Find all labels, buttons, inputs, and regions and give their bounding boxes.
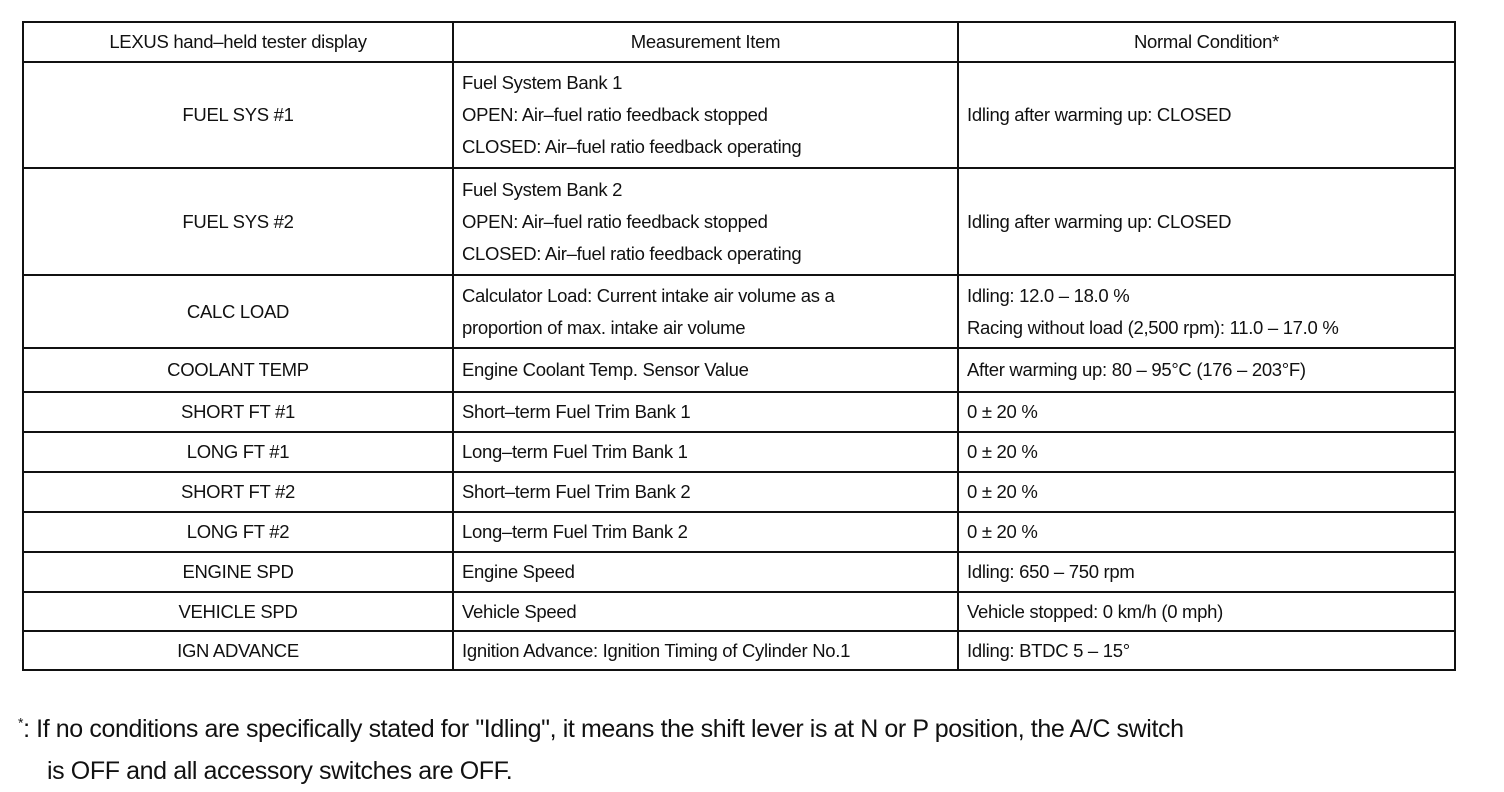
normal-condition-cell [958, 392, 1455, 432]
footnote-line-1: : If no conditions are specifically stated for "Idling", it means the shift lever is at N or P position, the A/C switch [23, 715, 1184, 744]
footnote [18, 702, 1184, 792]
measurement-item-line: CLOSED: Air–fuel ratio feedback operating [462, 136, 802, 157]
normal-condition-line: Vehicle stopped: 0 km/h (0 mph) [967, 600, 1224, 622]
tester-display-label: LONG FT #2 [186, 521, 290, 542]
normal-condition-line: Idling: 650 – 750 rpm [967, 561, 1135, 582]
normal-condition-line: 0 ± 20 % [967, 521, 1038, 542]
tester-display-label: VEHICLE SPD [178, 600, 298, 622]
header-tester-display: LEXUS hand–held tester display [23, 22, 453, 62]
table-row [23, 348, 1455, 392]
normal-condition-cell [958, 275, 1455, 348]
tester-display-cell [23, 631, 453, 670]
normal-condition-line: Idling: BTDC 5 – 15° [967, 639, 1130, 661]
normal-condition-cell [958, 631, 1455, 670]
normal-condition-cell [958, 472, 1455, 512]
tester-display-label: LONG FT #1 [186, 441, 290, 462]
tester-display-cell [23, 62, 453, 168]
tester-display-label: FUEL SYS #1 [182, 104, 294, 125]
normal-condition-cell [958, 552, 1455, 592]
measurement-item-cell [453, 62, 958, 168]
normal-condition-cell [958, 432, 1455, 472]
normal-condition-line: Idling after warming up: CLOSED [967, 210, 1232, 232]
tester-display-label: CALC LOAD [186, 300, 290, 322]
measurement-item-line: Calculator Load: Current intake air volume as a [462, 284, 835, 306]
normal-condition-cell [958, 592, 1455, 631]
measurement-item-line: Long–term Fuel Trim Bank 2 [462, 521, 688, 542]
tester-display-cell [23, 168, 453, 275]
normal-condition-line: After warming up: 80 – 95°C (176 – 203°F) [967, 359, 1306, 380]
tester-display-label: ENGINE SPD [182, 561, 294, 582]
normal-condition-line: Idling: 12.0 – 18.0 % [967, 284, 1130, 306]
normal-condition-cell [958, 348, 1455, 392]
measurement-item-line: Ignition Advance: Ignition Timing of Cylinder No.1 [462, 639, 851, 661]
measurement-item-line: Short–term Fuel Trim Bank 2 [462, 481, 691, 502]
measurement-item-cell [453, 592, 958, 631]
normal-condition-line: Idling after warming up: CLOSED [967, 104, 1232, 125]
tester-display-label: SHORT FT #2 [181, 481, 295, 502]
measurement-item-line: Long–term Fuel Trim Bank 1 [462, 441, 688, 462]
tester-display-cell [23, 275, 453, 348]
normal-condition-cell [958, 512, 1455, 552]
measurement-item-cell [453, 168, 958, 275]
table-row [23, 168, 1455, 275]
tester-display-cell [23, 472, 453, 512]
tester-display-label: IGN ADVANCE [177, 639, 299, 661]
header-normal-condition: Normal Condition* [958, 22, 1455, 62]
footnote-mark: * [18, 715, 24, 731]
measurement-item-line: Fuel System Bank 1 [462, 72, 623, 93]
table-row [23, 592, 1455, 631]
measurement-item-line: OPEN: Air–fuel ratio feedback stopped [462, 104, 768, 125]
measurement-item-line: Vehicle Speed [462, 600, 577, 622]
measurement-item-line: proportion of max. intake air volume [462, 316, 746, 338]
tester-display-cell [23, 348, 453, 392]
normal-condition-line: 0 ± 20 % [967, 441, 1038, 462]
measurement-item-cell [453, 472, 958, 512]
measurement-item-line: Short–term Fuel Trim Bank 1 [462, 401, 691, 422]
measurement-item-cell [453, 432, 958, 472]
measurement-item-cell [453, 275, 958, 348]
table-row [23, 472, 1455, 512]
normal-condition-line: 0 ± 20 % [967, 401, 1038, 422]
normal-condition-line: Racing without load (2,500 rpm): 11.0 – 17.0 % [967, 316, 1339, 338]
table-header-row [23, 22, 1455, 62]
header-measurement-item: Measurement Item [453, 22, 958, 62]
table-row [23, 512, 1455, 552]
normal-condition-line: 0 ± 20 % [967, 481, 1038, 502]
measurement-item-line: OPEN: Air–fuel ratio feedback stopped [462, 210, 768, 232]
table-row [23, 275, 1455, 348]
tester-display-label: SHORT FT #1 [181, 401, 295, 422]
tester-display-cell [23, 432, 453, 472]
measurement-item-cell [453, 631, 958, 670]
table-row [23, 62, 1455, 168]
tester-display-label: COOLANT TEMP [167, 359, 309, 380]
tester-display-cell [23, 512, 453, 552]
table-row [23, 392, 1455, 432]
measurement-item-line: Engine Speed [462, 561, 575, 582]
measurement-item-line: CLOSED: Air–fuel ratio feedback operating [462, 242, 802, 264]
table-row [23, 552, 1455, 592]
tester-display-label: FUEL SYS #2 [182, 210, 294, 232]
table-row [23, 631, 1455, 670]
measurement-item-cell [453, 552, 958, 592]
tester-display-cell [23, 392, 453, 432]
measurement-item-line: Engine Coolant Temp. Sensor Value [462, 359, 749, 380]
tester-display-cell [23, 552, 453, 592]
measurement-item-line: Fuel System Bank 2 [462, 178, 623, 200]
normal-condition-cell [958, 168, 1455, 275]
tester-display-cell [23, 592, 453, 631]
normal-condition-cell [958, 62, 1455, 168]
measurement-item-cell [453, 392, 958, 432]
data-list-table [22, 21, 1456, 671]
measurement-item-cell [453, 348, 958, 392]
table-row [23, 432, 1455, 472]
measurement-item-cell [453, 512, 958, 552]
footnote-line-2: is OFF and all accessory switches are OFF. [47, 757, 513, 786]
